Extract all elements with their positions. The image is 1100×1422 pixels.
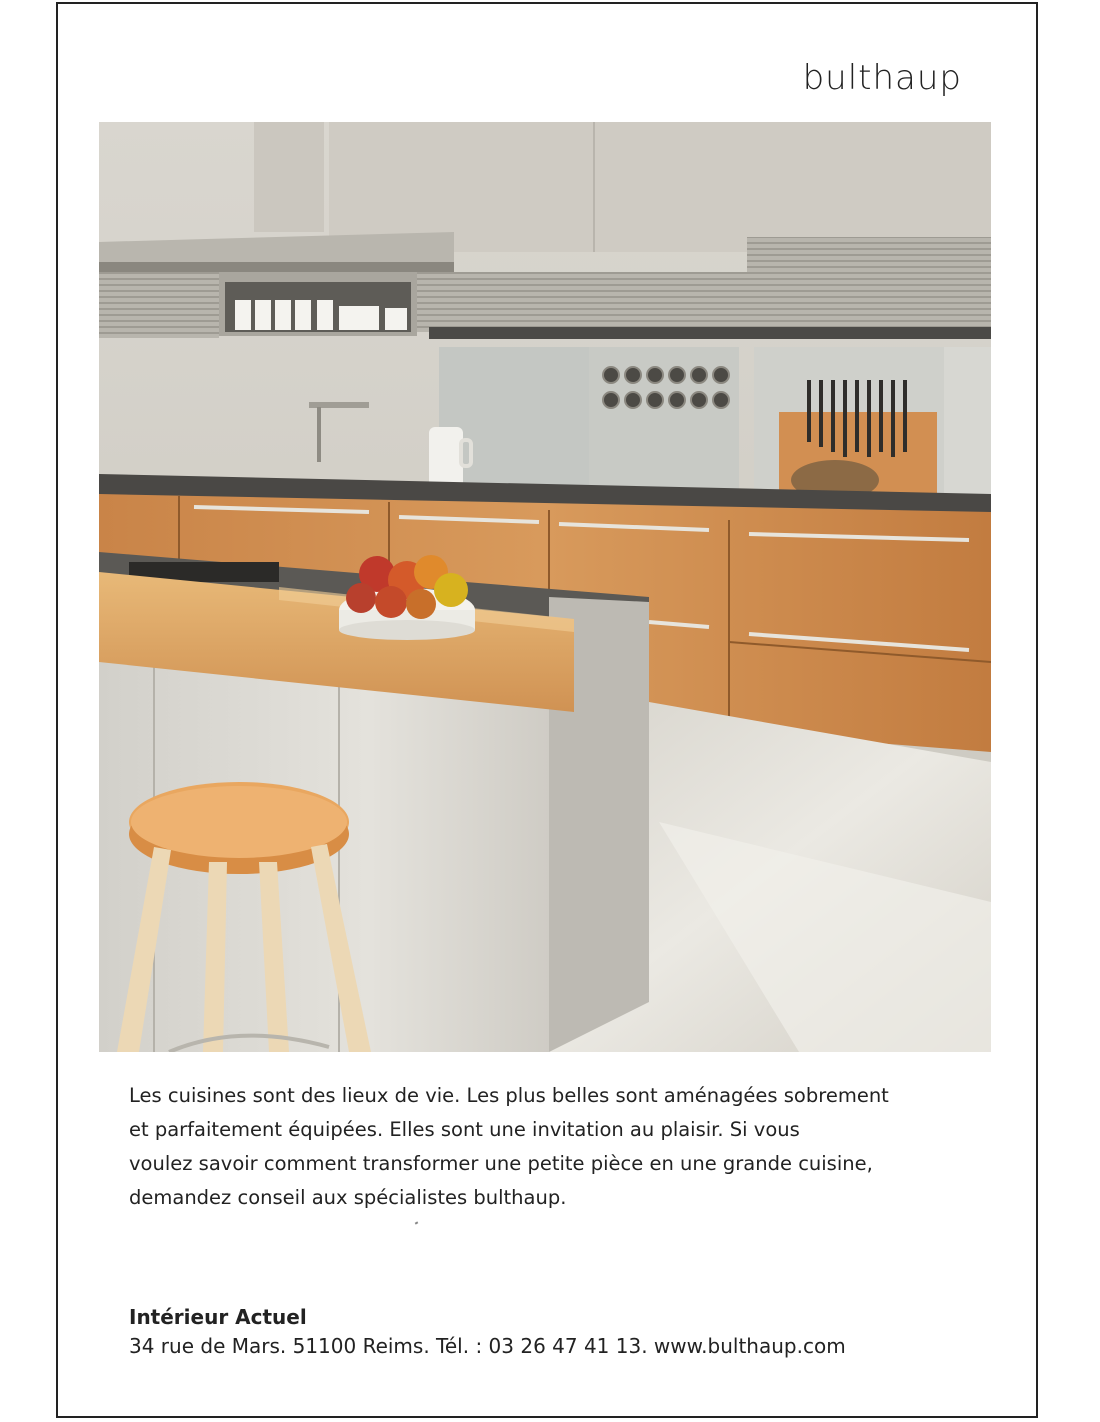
brand-logo: bulthaup [802,58,962,98]
body-line: Les cuisines sont des lieux de vie. Les plus belles sont aménagées sobrement [129,1084,889,1107]
body-line: et parfaitement équipées. Elles sont une invitation au plaisir. Si vous [129,1118,800,1141]
body-paragraph [129,1079,949,1215]
dealer-address: 34 rue de Mars. 51100 Reims. Tél. : 03 26 47 41 13. www.bulthaup.com [129,1334,846,1358]
kitchen-photo [99,122,991,1052]
body-line: demandez conseil aux spécialistes bulthaup. [129,1186,567,1209]
body-line: voulez savoir comment transformer une petite pièce en une grande cuisine, [129,1152,873,1175]
dealer-name: Intérieur Actuel [129,1305,307,1329]
